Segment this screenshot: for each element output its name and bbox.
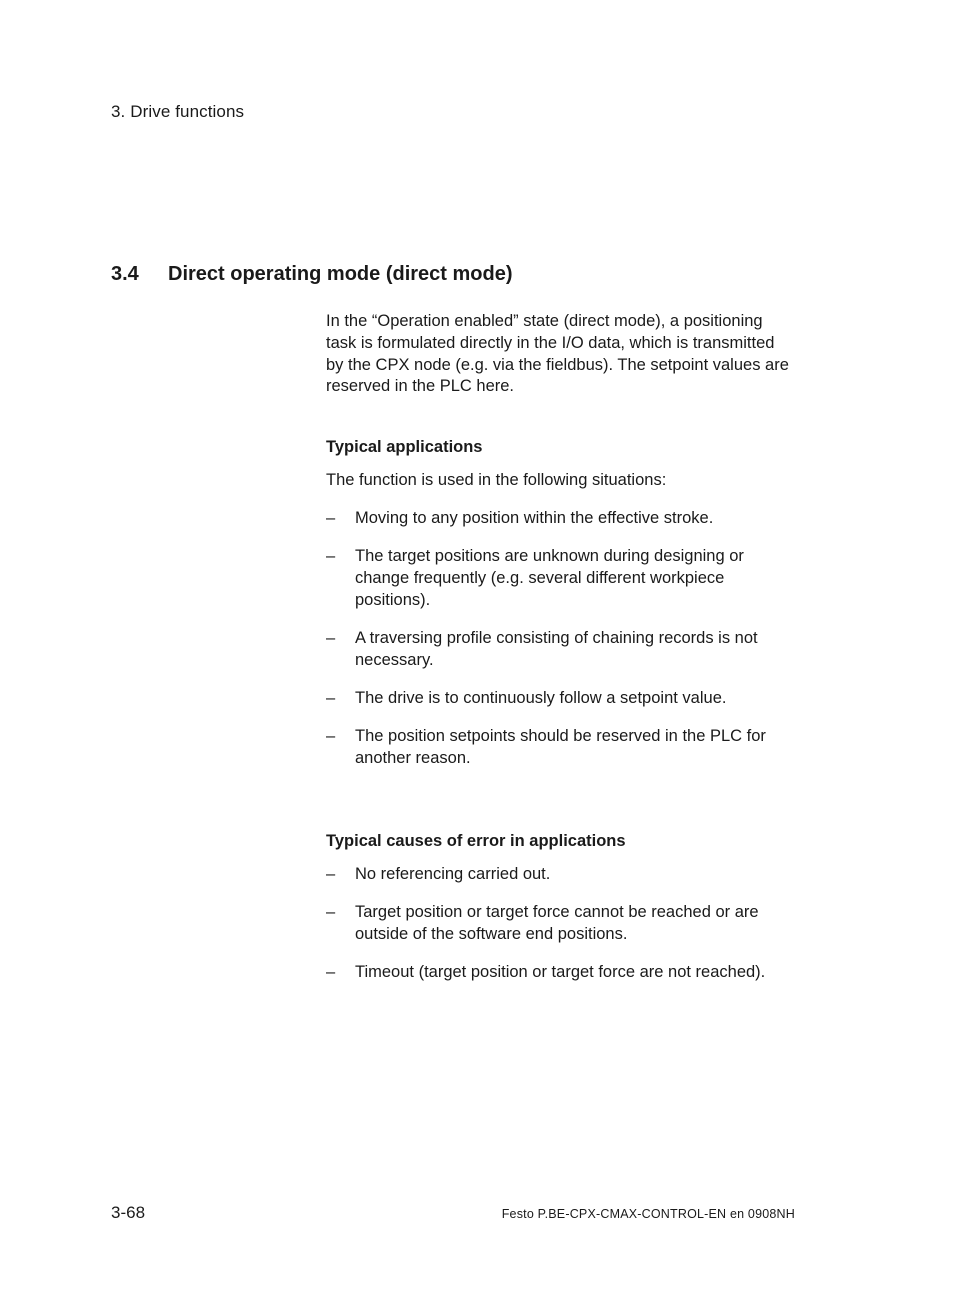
dash-bullet: –	[326, 689, 336, 708]
list-item	[326, 962, 796, 984]
list-item-text: Moving to any position within the effective stroke.	[355, 508, 714, 527]
dash-bullet: –	[326, 903, 336, 922]
dash-bullet: –	[326, 864, 336, 883]
list-item-text: No referencing carried out.	[355, 864, 551, 883]
list-item-text: Target position or target force cannot be reached or are outside of the software end positions.	[355, 903, 759, 943]
list-item	[326, 864, 796, 886]
section-heading	[111, 263, 513, 286]
dash-bullet: –	[326, 963, 336, 982]
list-item	[326, 726, 796, 770]
section-number: 3.4	[111, 263, 139, 285]
list-item	[326, 546, 796, 611]
dash-bullet: –	[326, 547, 336, 566]
errors-list	[326, 864, 796, 984]
list-item	[326, 902, 796, 946]
errors-heading: Typical causes of error in applications	[326, 831, 626, 850]
dash-bullet: –	[326, 628, 336, 647]
list-item-text: Timeout (target position or target force are not reached).	[355, 963, 766, 982]
section-title: Direct operating mode (direct mode)	[168, 263, 513, 285]
page-number: 3-68	[111, 1203, 146, 1222]
intro-paragraph: In the “Operation enabled” state (direct mode), a positioning task is formulated directly in the I/O data, which is transmitted by the CPX node (e.g. via the fieldbus). The setpoint values are reserved in the PLC here.	[326, 312, 789, 396]
list-item-text: The drive is to continuously follow a setpoint value.	[355, 689, 727, 708]
list-item	[326, 508, 796, 530]
list-item-text: The position setpoints should be reserved in the PLC for another reason.	[355, 727, 766, 768]
dash-bullet: –	[326, 508, 336, 527]
list-item	[326, 688, 796, 710]
applications-list	[326, 508, 796, 770]
applications-heading: Typical applications	[326, 438, 483, 457]
dash-bullet: –	[326, 727, 336, 746]
section-body	[326, 311, 796, 1000]
list-item-text: A traversing profile consisting of chaining records is not necessary.	[355, 628, 758, 669]
list-item	[326, 628, 796, 672]
running-header: 3. Drive functions	[111, 102, 245, 121]
document-id: Festo P.BE-CPX-CMAX-CONTROL-EN en 0908NH	[501, 1207, 795, 1221]
applications-lead: The function is used in the following situations:	[326, 470, 667, 489]
list-item-text: The target positions are unknown during designing or change frequently (e.g. several different workpiece positions).	[355, 547, 744, 609]
